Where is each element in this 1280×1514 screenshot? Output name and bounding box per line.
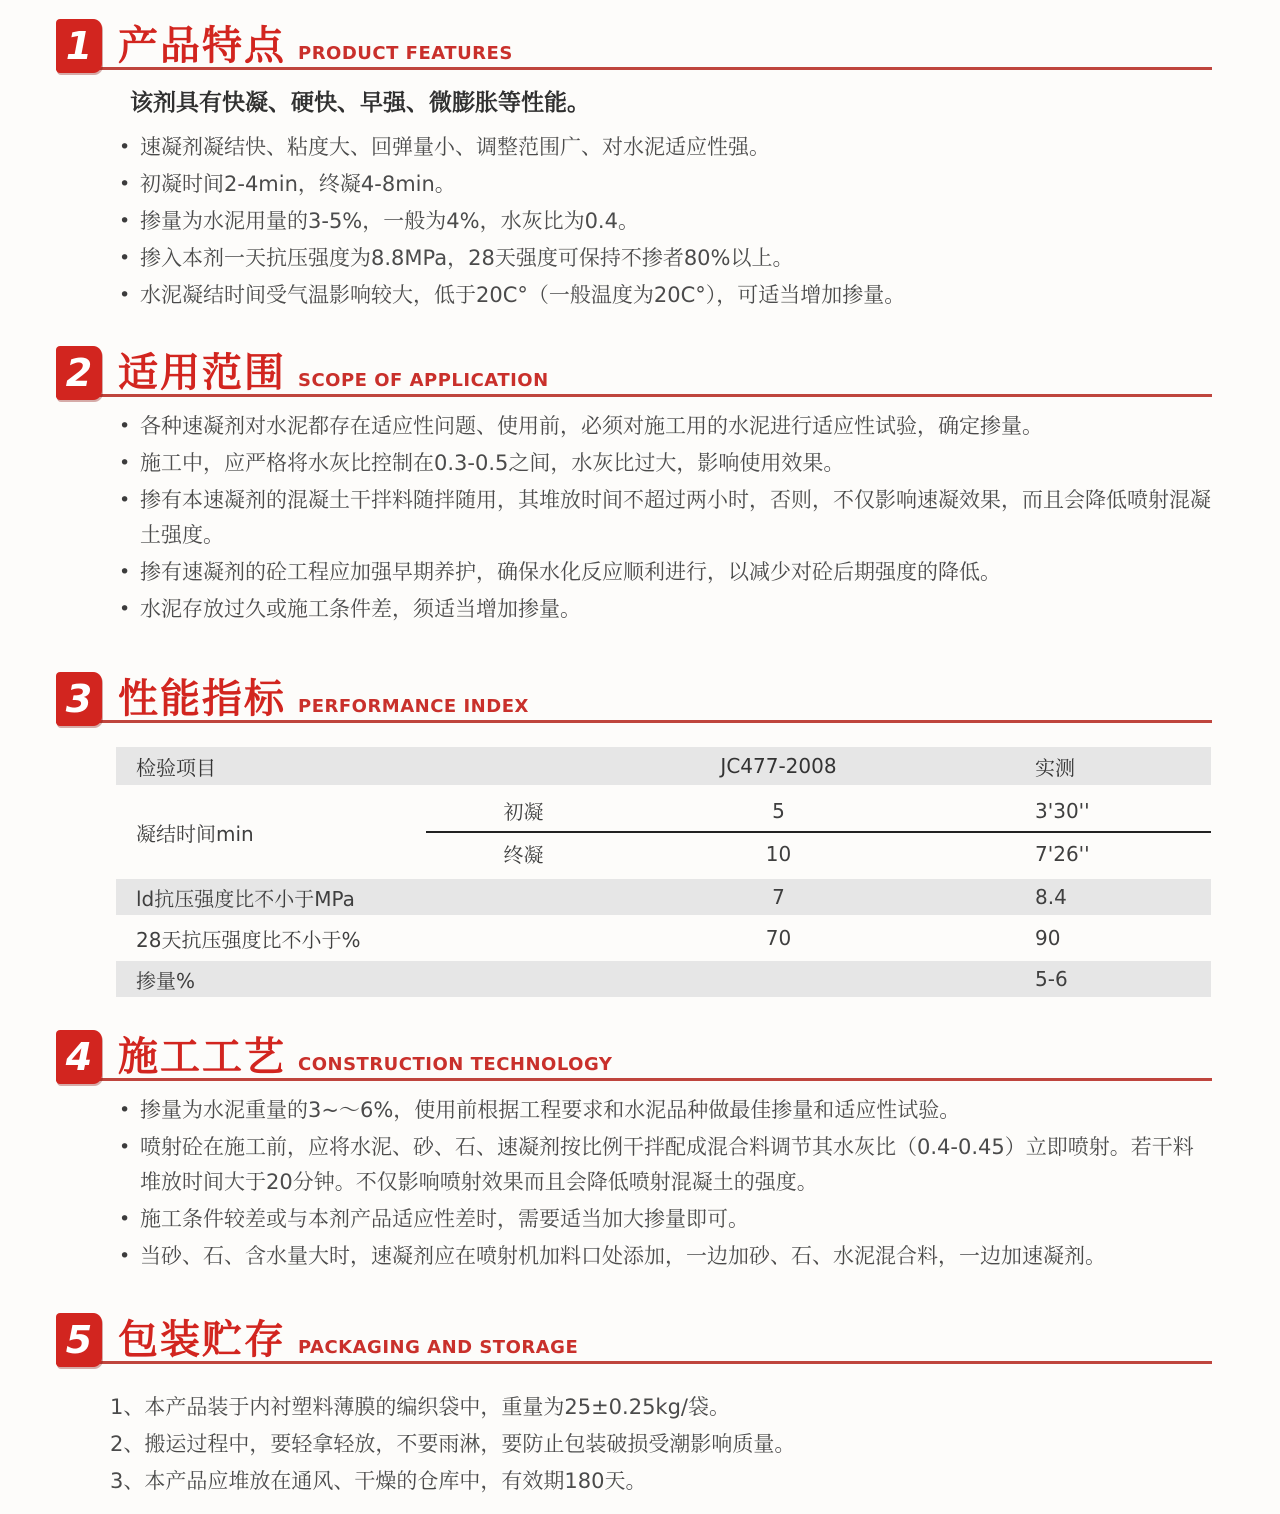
section-2-bullet-list: [116, 409, 1212, 627]
numbered-item: 1、本产品装于内衬塑料薄膜的编织袋中，重量为25±0.25kg/袋。: [110, 1395, 731, 1419]
table-cell-standard: 10: [765, 841, 792, 866]
table-header-row: [116, 747, 1211, 785]
bullet-item: • 掺量为水泥重量的3~～6%，使用前根据工程要求和水泥品种做最佳掺量和适应性试验。: [116, 1093, 1212, 1128]
subrow-initial-set: [426, 790, 1211, 831]
table-cell-measured: 3'30'': [1035, 798, 1090, 823]
bullet-item: • 施工条件较差或与本剂产品适应性差时，需要适当加大掺量即可。: [116, 1202, 1212, 1237]
bullet-item: • 当砂、石、含水量大时，速凝剂应在喷射机加料口处添加，一边加砂、石、水泥混合料，一边加速凝剂。: [116, 1239, 1212, 1274]
table-cell-sub: 终凝: [503, 843, 544, 867]
bullet-item: • 掺量为水泥用量的3-5%，一般为4%，水灰比为0.4。: [116, 204, 1212, 239]
section-scope-of-application: [56, 343, 1212, 627]
table-cell-label: 28天抗压强度比不小于%: [136, 927, 361, 952]
table-row-setting-time: [116, 790, 1211, 874]
section-5-title-en: PACKAGING AND STORAGE: [298, 1337, 579, 1358]
bullet-item: • 掺有本速凝剂的混凝土干拌料随拌随用，其堆放时间不超过两小时，否则，不仅影响速凝效果，而且会降低喷射混凝土强度。: [116, 483, 1212, 553]
section-5-header: [56, 1310, 1212, 1364]
bullet-item: • 掺有速凝剂的砼工程应加强早期养护，确保水化反应顺利进行，以减少对砼后期强度的降低。: [116, 555, 1212, 590]
table-header-standard: JC477-2008: [720, 754, 837, 778]
table-cell-measured: 8.4: [1035, 885, 1067, 909]
bullet-item: • 水泥存放过久或施工条件差，须适当增加掺量。: [116, 592, 1212, 627]
table-cell-label: 凝结时间min: [136, 821, 254, 846]
table-row-dosage: [116, 961, 1211, 997]
section-1-intro: 该剂具有快凝、硬快、早强、微膨胀等性能。: [130, 90, 590, 116]
bullet-item: • 水泥凝结时间受气温影响较大，低于20C°（一般温度为20C°），可适当增加掺量。: [116, 278, 1212, 313]
table-cell-standard: 5: [772, 798, 785, 823]
section-3-title-zh: 性能指标: [118, 676, 286, 722]
section-3-title-en: PERFORMANCE INDEX: [298, 696, 529, 717]
bullet-item: • 施工中，应严格将水灰比控制在0.3-0.5之间，水灰比过大，影响使用效果。: [116, 446, 1212, 481]
bullet-item: • 各种速凝剂对水泥都存在适应性问题、使用前，必须对施工用的水泥进行适应性试验，确定掺量。: [116, 409, 1212, 444]
table-header-measured: 实测: [1035, 755, 1075, 780]
section-4-title-en: CONSTRUCTION TECHNOLOGY: [298, 1054, 613, 1075]
section-5-numbered-list: [110, 1390, 1212, 1499]
section-construction-technology: [56, 1027, 1212, 1274]
section-2-title-zh: 适用范围: [118, 350, 286, 396]
table-cell-measured: 5-6: [1035, 967, 1068, 991]
section-5-number-badge: 5: [56, 1313, 102, 1367]
table-header-item: 检验项目: [136, 755, 216, 780]
table-cell-label: 掺量%: [136, 968, 196, 993]
table-cell-standard: 7: [772, 885, 785, 909]
section-1-bullet-list: [116, 130, 1212, 313]
section-4-title-zh: 施工工艺: [118, 1034, 286, 1080]
section-1-title-zh: 产品特点: [118, 23, 286, 69]
section-5-title-zh: 包装贮存: [118, 1317, 286, 1363]
section-2-title-en: SCOPE OF APPLICATION: [298, 370, 549, 391]
section-4-number-badge: 4: [56, 1030, 102, 1084]
bullet-item: • 初凝时间2-4min，终凝4-8min。: [116, 167, 1212, 202]
bullet-item: • 喷射砼在施工前，应将水泥、砂、石、速凝剂按比例干拌配成混合料调节其水灰比（0.4-0.45）立即喷射。若干料堆放时间大于20分钟。不仅影响喷射效果而且会降低喷射混凝土的强度。: [116, 1130, 1212, 1200]
table-cell-measured: 7'26'': [1035, 841, 1090, 866]
section-4-bullet-list: [116, 1093, 1212, 1274]
section-packaging-and-storage: [56, 1310, 1212, 1499]
performance-table: [116, 747, 1211, 997]
subrow-final-set: [426, 831, 1211, 874]
section-3-header: [56, 669, 1212, 723]
numbered-item: 3、本产品应堆放在通风、干燥的仓库中，有效期180天。: [110, 1469, 647, 1493]
section-1-number-badge: 1: [56, 19, 102, 73]
section-2-header: [56, 343, 1212, 397]
section-1-title-en: PRODUCT FEATURES: [298, 43, 513, 64]
section-2-number-badge: 2: [56, 346, 102, 400]
bullet-item: • 掺入本剂一天抗压强度为8.8MPa，28天强度可保持不掺者80%以上。: [116, 241, 1212, 276]
table-row-28d-strength: [116, 920, 1211, 956]
table-cell-standard: 70: [765, 926, 792, 950]
bullet-item: • 速凝剂凝结快、粘度大、回弹量小、调整范围广、对水泥适应性强。: [116, 130, 1212, 165]
table-row-1d-strength: [116, 879, 1211, 915]
section-performance-index: [56, 669, 1212, 997]
table-cell-sub: 初凝: [503, 800, 544, 824]
section-3-number-badge: 3: [56, 672, 102, 726]
section-product-features: [56, 16, 1212, 313]
setting-time-subrows: [426, 790, 1211, 874]
section-1-header: [56, 16, 1212, 70]
section-4-header: [56, 1027, 1212, 1081]
numbered-item: 2、搬运过程中，要轻拿轻放，不要雨淋，要防止包装破损受潮影响质量。: [110, 1432, 796, 1456]
table-cell-label: ld抗压强度比不小于MPa: [136, 886, 355, 911]
table-cell-measured: 90: [1035, 926, 1061, 950]
